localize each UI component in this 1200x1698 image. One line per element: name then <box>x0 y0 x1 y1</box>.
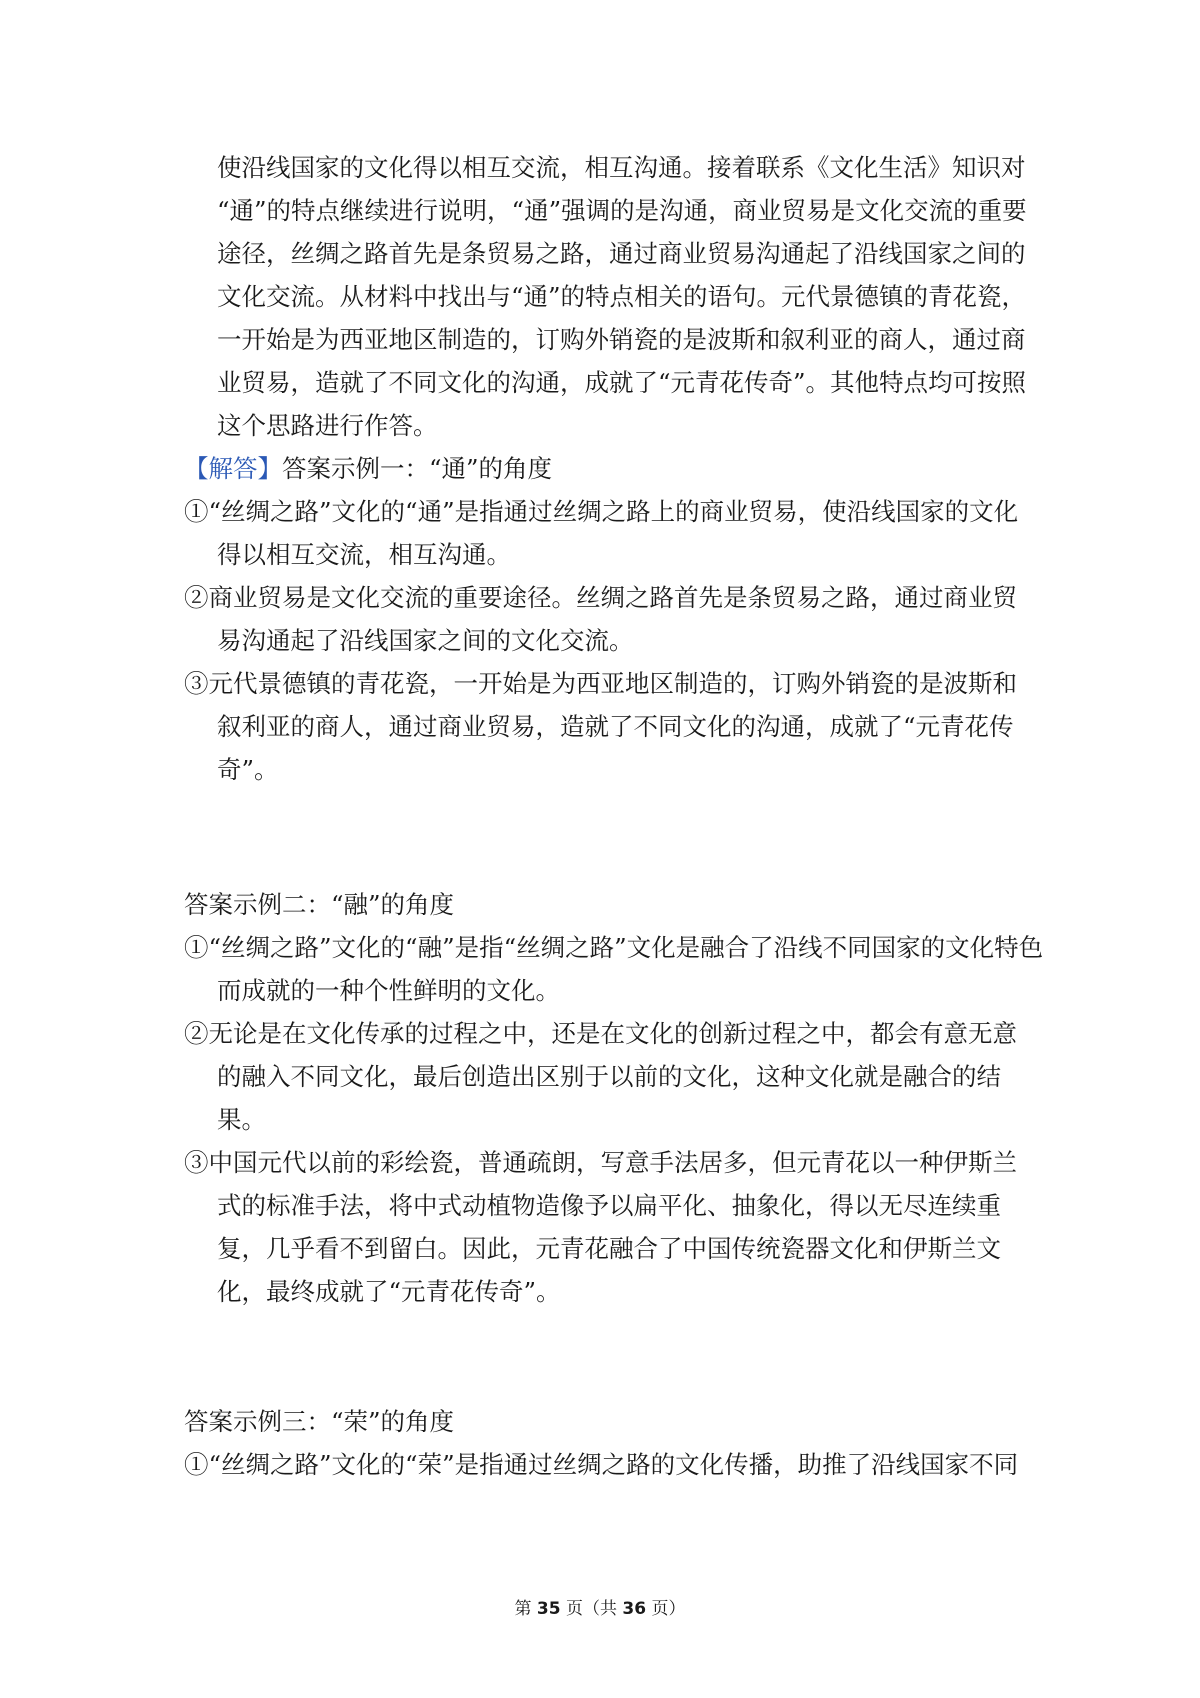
footer-prefix: 第 <box>514 1599 532 1619</box>
page-number: 35 <box>536 1599 561 1619</box>
answer-item-line: 化，最终成就了“元青花传奇”。 <box>217 1277 561 1306</box>
answer-item-line: ③元代景德镇的青花瓷，一开始是为西亚地区制造的，订购外销瓷的是波斯和 <box>184 669 1017 698</box>
analysis-line: “通”的特点继续进行说明，“通”强调的是沟通，商业贸易是文化交流的重要 <box>217 196 1027 225</box>
answer-item-line: 奇”。 <box>217 755 279 784</box>
answer-item-line: 叙利亚的商人，通过商业贸易，造就了不同文化的沟通，成就了“元青花传 <box>217 712 1014 741</box>
analysis-line: 使沿线国家的文化得以相互交流，相互沟通。接着联系《文化生活》知识对 <box>217 153 1026 182</box>
answer-item <box>184 490 1030 576</box>
analysis-line: 业贸易，造就了不同文化的沟通，成就了“元青花传奇”。其他特点均可按照 <box>217 368 1027 397</box>
answer-item <box>184 1012 1030 1141</box>
footer-suffix: 页） <box>651 1599 686 1619</box>
answer-label: 【解答】 <box>184 454 282 483</box>
answer-item-line: 式的标准手法，将中式动植物造像予以扁平化、抽象化，得以无尽连续重 <box>217 1191 1001 1220</box>
answer-item <box>184 1141 1030 1313</box>
analysis-line: 文化交流。从材料中找出与“通”的特点相关的语句。元代景德镇的青花瓷， <box>217 282 1027 311</box>
answer-heading: 答案示例一：“通”的角度 <box>282 454 553 483</box>
answer-heading: 答案示例二：“融”的角度 <box>184 890 455 919</box>
page-footer <box>0 1597 1200 1621</box>
analysis-line: 途径，丝绸之路首先是条贸易之路，通过商业贸易沟通起了沿线国家之间的 <box>217 239 1026 268</box>
answer-item-line: ①“丝绸之路”文化的“荣”是指通过丝绸之路的文化传播，助推了沿线国家不同 <box>184 1450 1019 1479</box>
answer-item-line: 的融入不同文化，最后创造出区别于以前的文化，这种文化就是融合的结 <box>217 1062 1001 1091</box>
total-pages: 36 <box>622 1599 647 1619</box>
answer-item-line: 易沟通起了沿线国家之间的文化交流。 <box>217 626 634 655</box>
answer-item-line: ②商业贸易是文化交流的重要途径。丝绸之路首先是条贸易之路，通过商业贸 <box>184 583 1017 612</box>
analysis-line: 这个思路进行作答。 <box>217 411 438 440</box>
answer-item-line: ①“丝绸之路”文化的“通”是指通过丝绸之路上的商业贸易，使沿线国家的文化 <box>184 497 1019 526</box>
answer-section-2 <box>184 883 1044 1313</box>
answer-section-1 <box>184 146 1030 791</box>
answer-item-line: ③中国元代以前的彩绘瓷，普通疏朗，写意手法居多，但元青花以一种伊斯兰 <box>184 1148 1017 1177</box>
answer-heading-line <box>184 447 1030 490</box>
answer-heading: 答案示例三：“荣”的角度 <box>184 1407 455 1436</box>
answer-item-line: 而成就的一种个性鲜明的文化。 <box>217 976 560 1005</box>
analysis-paragraph <box>184 146 1030 447</box>
answer-item-line: 果。 <box>217 1105 266 1134</box>
answer-item-line: ②无论是在文化传承的过程之中，还是在文化的创新过程之中，都会有意无意 <box>184 1019 1017 1048</box>
answer-item <box>184 926 1044 1012</box>
answer-item-line: ①“丝绸之路”文化的“融”是指“丝绸之路”文化是融合了沿线不同国家的文化特色 <box>184 933 1044 962</box>
answer-item <box>184 1443 1030 1486</box>
answer-section-3 <box>184 1400 1030 1486</box>
answer-item-line: 复，几乎看不到留白。因此，元青花融合了中国传统瓷器文化和伊斯兰文 <box>217 1234 1001 1263</box>
analysis-line: 一开始是为西亚地区制造的，订购外销瓷的是波斯和叙利亚的商人，通过商 <box>217 325 1026 354</box>
answer-item <box>184 662 1030 791</box>
answer-item-line: 得以相互交流，相互沟通。 <box>217 540 511 569</box>
footer-mid: 页（共 <box>566 1599 617 1619</box>
answer-item <box>184 576 1030 662</box>
